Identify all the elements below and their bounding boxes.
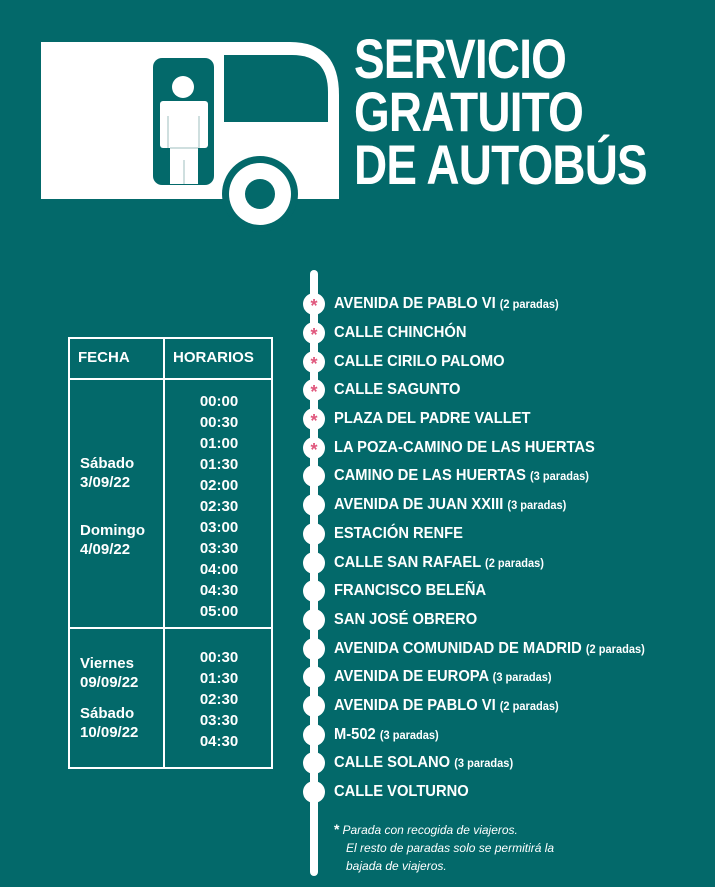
section-2-times [165, 647, 273, 752]
stop-marker-icon [303, 781, 325, 803]
time-cell: 00:00 [199, 393, 239, 410]
stop-count: (3 paradas) [492, 670, 552, 685]
time-cell: 00:30 [199, 649, 239, 666]
pickup-stop-marker-icon: * [303, 351, 325, 373]
route-stop [303, 692, 672, 721]
stop-count: (2 paradas) [499, 698, 559, 713]
route-stop [303, 347, 672, 376]
section-1-times [165, 391, 273, 622]
stop-count: (2 paradas) [499, 297, 559, 312]
stop-name: AVENIDA DE PABLO VI [334, 696, 496, 714]
time-cell: 04:30 [199, 582, 239, 599]
section-2-dates [80, 654, 138, 742]
time-cell: 02:00 [199, 477, 239, 494]
route-stop [303, 606, 672, 635]
stop-marker-icon [303, 724, 325, 746]
spacer [80, 492, 145, 521]
stop-name: CAMINO DE LAS HUERTAS [334, 467, 526, 485]
stop-name: PLAZA DEL PADRE VALLET [334, 410, 531, 428]
time-cell: 03:30 [199, 712, 239, 729]
stop-name: AVENIDA DE EUROPA [334, 668, 489, 686]
route-stop [303, 548, 672, 577]
stop-name: AVENIDA DE JUAN XXIII [334, 496, 504, 514]
stop-marker-icon [303, 465, 325, 487]
stop-name: SAN JOSÉ OBRERO [334, 610, 478, 628]
pickup-note [334, 820, 554, 875]
title-line-3: DE AUTOBÚS [354, 133, 647, 196]
note-line-1: Parada con recogida de viajeros. [342, 823, 518, 837]
title-line-1: SERVICIO [354, 27, 567, 90]
route-stop [303, 720, 672, 749]
section-1-dates [80, 454, 145, 559]
section-divider [70, 627, 271, 629]
date-label: Viernes [80, 655, 134, 672]
title-line-2: GRATUITO [354, 80, 583, 143]
header-fecha: FECHA [78, 349, 130, 366]
stop-marker-icon [303, 523, 325, 545]
time-cell: 01:00 [199, 435, 239, 452]
stop-name: CALLE VOLTURNO [334, 783, 469, 801]
stop-marker-icon [303, 695, 325, 717]
stop-name: CALLE SOLANO [334, 754, 451, 772]
bus-with-person-icon [0, 0, 345, 240]
pickup-stop-marker-icon: * [303, 379, 325, 401]
stop-name: CALLE CIRILO PALOMO [334, 352, 505, 370]
stop-count: (3 paradas) [379, 727, 439, 742]
time-cell: 00:30 [199, 414, 239, 431]
route-stop [303, 491, 672, 520]
time-cell: 04:30 [199, 733, 239, 750]
route-stop [303, 577, 672, 606]
stop-name: CALLE CHINCHÓN [334, 324, 467, 342]
stop-count: (3 paradas) [530, 469, 589, 484]
spacer [80, 692, 138, 704]
stop-marker-icon [303, 552, 325, 574]
time-cell: 05:00 [199, 603, 239, 620]
date-label: Sábado [80, 705, 135, 722]
stop-marker-icon [303, 752, 325, 774]
stop-marker-icon [303, 666, 325, 688]
pickup-stop-marker-icon: * [303, 437, 325, 459]
time-cell: 01:30 [199, 456, 239, 473]
pickup-stop-marker-icon: * [303, 408, 325, 430]
stop-marker-icon [303, 580, 325, 602]
time-cell: 04:00 [199, 561, 239, 578]
date-label: Sábado [80, 455, 135, 472]
schedule-table [68, 337, 273, 769]
stop-name: LA POZA-CAMINO DE LAS HUERTAS [334, 438, 595, 456]
route-stop [303, 376, 672, 405]
route-stops [303, 290, 672, 806]
pickup-stop-marker-icon: * [303, 293, 325, 315]
time-cell: 01:30 [199, 670, 239, 687]
time-cell: 03:00 [199, 519, 239, 536]
header-horarios: HORARIOS [173, 349, 254, 366]
pickup-stop-marker-icon: * [303, 322, 325, 344]
stop-count: (3 paradas) [507, 498, 567, 513]
route-stop [303, 462, 672, 491]
time-cell: 02:30 [199, 691, 239, 708]
stop-marker-icon [303, 494, 325, 516]
date-label: 3/09/22 [80, 474, 131, 491]
route-stop [303, 405, 672, 434]
time-cell: 03:30 [199, 540, 239, 557]
stop-count: (2 paradas) [485, 555, 544, 570]
route-stop [303, 778, 672, 807]
date-label: Domingo [80, 522, 145, 539]
asterisk-icon: * [334, 821, 340, 837]
date-label: 4/09/22 [80, 541, 131, 558]
stop-name: CALLE SAGUNTO [334, 381, 461, 399]
stop-count: (3 paradas) [454, 756, 514, 771]
stop-name: CALLE SAN RAFAEL [334, 553, 481, 571]
note-line-2: El resto de paradas solo se permitirá la [346, 841, 555, 855]
route-stop [303, 663, 672, 692]
page-title [354, 27, 647, 196]
stop-name: FRANCISCO BELEÑA [334, 582, 487, 600]
route-stop [303, 520, 672, 549]
stop-name: AVENIDA DE PABLO VI [334, 295, 496, 313]
time-cell: 02:30 [199, 498, 239, 515]
route-stop [303, 290, 672, 319]
stop-count: (2 paradas) [585, 641, 645, 656]
date-label: 10/09/22 [80, 724, 139, 741]
route-stop [303, 433, 672, 462]
stop-marker-icon [303, 638, 325, 660]
route-stop [303, 319, 672, 348]
note-line-3: bajada de viajeros. [346, 859, 447, 873]
date-label: 09/09/22 [80, 674, 139, 691]
stop-name: ESTACIÓN RENFE [334, 524, 463, 542]
route-stop [303, 634, 672, 663]
route-stop [303, 749, 672, 778]
header-divider [70, 378, 271, 380]
stop-marker-icon [303, 609, 325, 631]
stop-name: AVENIDA COMUNIDAD DE MADRID [334, 639, 582, 657]
stop-name: M-502 [334, 725, 376, 743]
